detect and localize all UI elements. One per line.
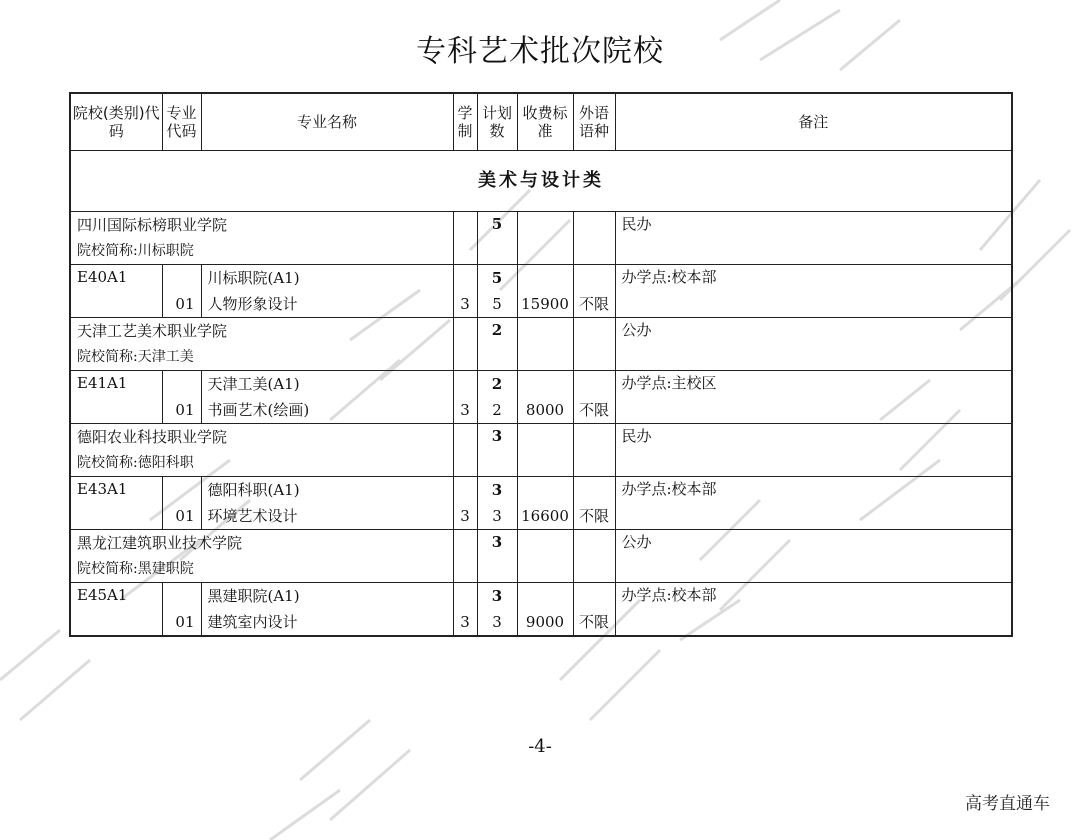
major-name: 环境艺术设计 (201, 503, 453, 530)
major-fee: 16600 (517, 503, 573, 530)
header-lang: 外语语种 (573, 93, 615, 151)
major-fee: 8000 (517, 397, 573, 424)
major-lang: 不限 (573, 397, 615, 424)
major-plan: 3 (477, 503, 517, 530)
major-name: 书画艺术(绘画) (201, 397, 453, 424)
school-name: 四川国际标榜职业学院 (70, 212, 453, 239)
school-name: 黑龙江建筑职业技术学院 (70, 530, 453, 557)
group-code: E41A1 (70, 371, 162, 424)
school-row (70, 318, 1012, 345)
group-code: E45A1 (70, 583, 162, 637)
school-abbr: 院校简称:德阳科职 (70, 450, 453, 477)
group-plan: 2 (477, 371, 517, 398)
group-row (70, 583, 1012, 610)
group-note: 办学点:校本部 (615, 265, 1012, 318)
major-code: 01 (162, 609, 201, 636)
major-lang: 不限 (573, 609, 615, 636)
major-name: 人物形象设计 (201, 291, 453, 318)
brand-label: 高考直通车 (965, 794, 1050, 814)
major-fee: 9000 (517, 609, 573, 636)
header-fee: 收费标准 (517, 93, 573, 151)
group-note: 办学点:主校区 (615, 371, 1012, 424)
school-plan: 5 (477, 212, 517, 265)
major-lang: 不限 (573, 503, 615, 530)
major-code: 01 (162, 397, 201, 424)
school-name: 德阳农业科技职业学院 (70, 424, 453, 451)
major-code: 01 (162, 291, 201, 318)
header-code: 院校(类别)代码 (70, 93, 162, 151)
school-plan: 3 (477, 424, 517, 477)
group-row (70, 477, 1012, 504)
category-title: 美术与设计类 (70, 151, 1012, 212)
school-plan: 3 (477, 530, 517, 583)
school-note: 公办 (615, 530, 1012, 583)
major-years: 3 (453, 397, 477, 424)
group-name: 天津工美(A1) (201, 371, 453, 398)
school-plan: 2 (477, 318, 517, 371)
group-plan: 3 (477, 477, 517, 504)
school-note: 公办 (615, 318, 1012, 371)
table-header-row (70, 93, 1012, 151)
school-abbr: 院校简称:川标职院 (70, 238, 453, 265)
major-plan: 5 (477, 291, 517, 318)
major-code: 01 (162, 503, 201, 530)
school-row (70, 530, 1012, 557)
major-fee: 15900 (517, 291, 573, 318)
group-row (70, 265, 1012, 292)
group-row (70, 371, 1012, 398)
category-row (70, 151, 1012, 212)
school-note: 民办 (615, 212, 1012, 265)
major-lang: 不限 (573, 291, 615, 318)
major-plan: 2 (477, 397, 517, 424)
header-major-code: 专业代码 (162, 93, 201, 151)
header-years: 学制 (453, 93, 477, 151)
school-abbr: 院校简称:黑建职院 (70, 556, 453, 583)
group-name: 黑建职院(A1) (201, 583, 453, 610)
group-note: 办学点:校本部 (615, 583, 1012, 637)
major-name: 建筑室内设计 (201, 609, 453, 636)
page-number: -4- (528, 736, 552, 757)
group-plan: 3 (477, 583, 517, 610)
school-row (70, 424, 1012, 451)
major-years: 3 (453, 503, 477, 530)
school-name: 天津工艺美术职业学院 (70, 318, 453, 345)
group-name: 川标职院(A1) (201, 265, 453, 292)
school-row (70, 212, 1012, 239)
major-plan: 3 (477, 609, 517, 636)
major-years: 3 (453, 609, 477, 636)
header-plan: 计划数 (477, 93, 517, 151)
major-years: 3 (453, 291, 477, 318)
group-name: 德阳科职(A1) (201, 477, 453, 504)
header-note: 备注 (615, 93, 1012, 151)
group-plan: 5 (477, 265, 517, 292)
header-major-name: 专业名称 (201, 93, 453, 151)
school-abbr: 院校简称:天津工美 (70, 344, 453, 371)
group-code: E40A1 (70, 265, 162, 318)
group-code: E43A1 (70, 477, 162, 530)
school-note: 民办 (615, 424, 1012, 477)
group-note: 办学点:校本部 (615, 477, 1012, 530)
page-title: 专科艺术批次院校 (416, 34, 664, 69)
admission-table (69, 92, 1013, 637)
